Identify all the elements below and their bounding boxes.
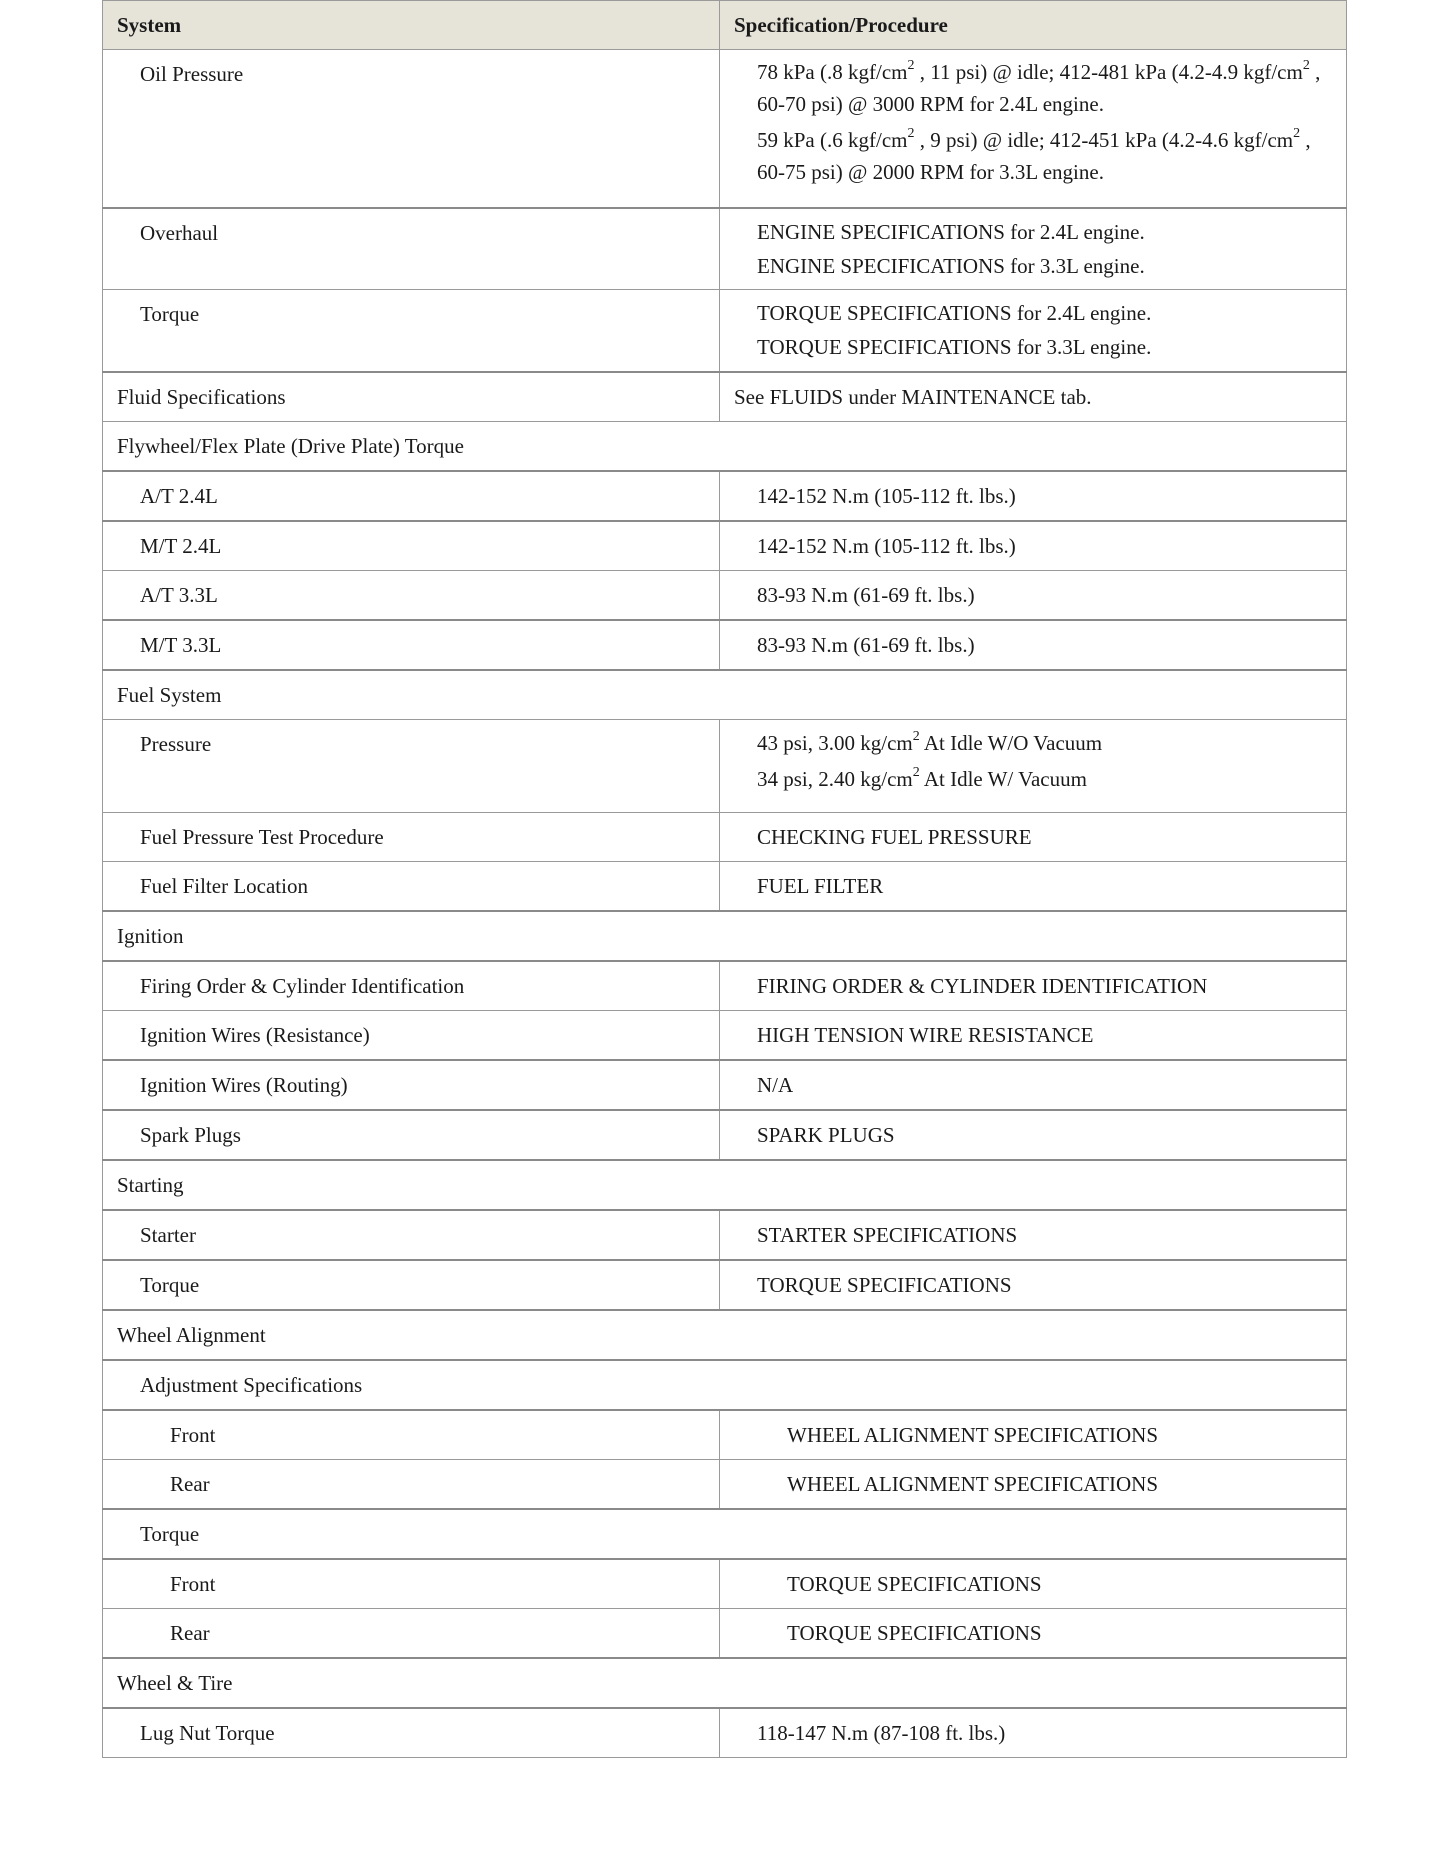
row-label: Torque	[103, 1260, 720, 1310]
value-line: 43 psi, 3.00 $kg/cm^2$ At Idle W/O Vacuum	[757, 728, 1103, 755]
row-value: 83-93 N.m (61-69 ft. lbs.)	[720, 620, 1347, 670]
row-value	[720, 290, 1347, 372]
column-header-specification: Specification/Procedure	[720, 1, 1347, 50]
value-line: ENGINE SPECIFICATIONS for 3.3L engine.	[757, 253, 1145, 278]
row-label: Starter	[103, 1210, 720, 1260]
row-value: FUEL FILTER	[720, 861, 1347, 911]
row-label: Pressure	[103, 719, 720, 812]
row-label: Spark Plugs	[103, 1110, 720, 1160]
row-value: TORQUE SPECIFICATIONS	[720, 1559, 1347, 1609]
row-label: M/T 2.4L	[103, 521, 720, 571]
row-label: Fluid Specifications	[103, 372, 720, 422]
section-label: Wheel & Tire	[103, 1658, 1347, 1708]
value-line: 59 kPa (.6 kgf/$cm^2$ , 9 psi) @ idle; 412-451 kPa (4.2-4.6 kgf/$cm^2$ , 60-75 psi) @ 2000 RPM for 3.3L engine.	[757, 126, 1311, 184]
row-value	[720, 50, 1347, 208]
row-value: TORQUE SPECIFICATIONS	[720, 1260, 1347, 1310]
table-row-starter-torque	[103, 1260, 1347, 1310]
table-row-adjustment-rear	[103, 1459, 1347, 1509]
table-section-ignition	[103, 911, 1347, 961]
row-value: 142-152 N.m (105-112 ft. lbs.)	[720, 521, 1347, 571]
table-row-spark-plugs	[103, 1110, 1347, 1160]
row-value: WHEEL ALIGNMENT SPECIFICATIONS	[720, 1459, 1347, 1509]
table-row-at-3-3l	[103, 570, 1347, 620]
table-header-row	[103, 1, 1347, 50]
table-row-mt-2-4l	[103, 521, 1347, 571]
table-row-mt-3-3l	[103, 620, 1347, 670]
row-value: CHECKING FUEL PRESSURE	[720, 812, 1347, 861]
table-row-starter	[103, 1210, 1347, 1260]
value-line: 78 kPa (.8 kgf/$cm^2$ , 11 psi) @ idle; 412-481 kPa (4.2-4.9 kgf/$cm^2$ , 60-70 psi) @ 3000 RPM for 2.4L engine.	[757, 58, 1321, 116]
row-label: Torque	[103, 290, 720, 372]
row-value: HIGH TENSION WIRE RESISTANCE	[720, 1010, 1347, 1060]
section-label: Fuel System	[103, 670, 1347, 720]
row-value: SPARK PLUGS	[720, 1110, 1347, 1160]
row-label: Ignition Wires (Routing)	[103, 1060, 720, 1110]
table-row-overhaul	[103, 208, 1347, 290]
table-row-at-2-4l	[103, 471, 1347, 521]
row-label: Ignition Wires (Resistance)	[103, 1010, 720, 1060]
table-row-torque-engine	[103, 290, 1347, 372]
section-label: Torque	[103, 1509, 1347, 1559]
row-value: 118-147 N.m (87-108 ft. lbs.)	[720, 1708, 1347, 1758]
row-value: WHEEL ALIGNMENT SPECIFICATIONS	[720, 1410, 1347, 1460]
table-row-ignition-wires-routing	[103, 1060, 1347, 1110]
table-row-fuel-pressure	[103, 719, 1347, 812]
row-label: Rear	[103, 1608, 720, 1658]
row-label: A/T 3.3L	[103, 570, 720, 620]
table-section-flywheel	[103, 421, 1347, 471]
row-value: STARTER SPECIFICATIONS	[720, 1210, 1347, 1260]
row-label: M/T 3.3L	[103, 620, 720, 670]
table-row-fuel-pressure-test	[103, 812, 1347, 861]
table-row-lug-nut-torque	[103, 1708, 1347, 1758]
table-section-adjustment-specifications	[103, 1360, 1347, 1410]
row-label: Rear	[103, 1459, 720, 1509]
table-row-oil-pressure	[103, 50, 1347, 208]
table-section-wheel-tire	[103, 1658, 1347, 1708]
table-row-firing-order	[103, 961, 1347, 1011]
row-value: N/A	[720, 1060, 1347, 1110]
row-value: See FLUIDS under MAINTENANCE tab.	[720, 372, 1347, 422]
row-value: TORQUE SPECIFICATIONS	[720, 1608, 1347, 1658]
table-section-fuel-system	[103, 670, 1347, 720]
value-line: TORQUE SPECIFICATIONS for 3.3L engine.	[757, 335, 1152, 359]
row-value: FIRING ORDER & CYLINDER IDENTIFICATION	[720, 961, 1347, 1011]
row-label: Lug Nut Torque	[103, 1708, 720, 1758]
table-row-adjustment-front	[103, 1410, 1347, 1460]
table-section-wheel-alignment	[103, 1310, 1347, 1360]
row-label: Front	[103, 1559, 720, 1609]
row-value: 83-93 N.m (61-69 ft. lbs.)	[720, 570, 1347, 620]
section-label: Ignition	[103, 911, 1347, 961]
row-label: Oil Pressure	[103, 50, 720, 208]
table-section-alignment-torque	[103, 1509, 1347, 1559]
row-label: A/T 2.4L	[103, 471, 720, 521]
row-value	[720, 208, 1347, 290]
table-row-fluid-specifications	[103, 372, 1347, 422]
row-label: Firing Order & Cylinder Identification	[103, 961, 720, 1011]
row-label: Overhaul	[103, 208, 720, 290]
value-line: ENGINE SPECIFICATIONS for 2.4L engine.	[757, 219, 1145, 244]
section-label: Adjustment Specifications	[103, 1360, 1347, 1410]
table-row-torque-rear	[103, 1608, 1347, 1658]
table-row-torque-front	[103, 1559, 1347, 1609]
section-label: Flywheel/Flex Plate (Drive Plate) Torque	[103, 421, 1347, 471]
value-line: TORQUE SPECIFICATIONS for 2.4L engine.	[757, 301, 1152, 325]
section-label: Wheel Alignment	[103, 1310, 1347, 1360]
table-row-fuel-filter-location	[103, 861, 1347, 911]
row-label: Front	[103, 1410, 720, 1460]
row-value: 142-152 N.m (105-112 ft. lbs.)	[720, 471, 1347, 521]
specifications-table	[102, 0, 1347, 1758]
row-label: Fuel Filter Location	[103, 861, 720, 911]
table-row-ignition-wires-resistance	[103, 1010, 1347, 1060]
section-label: Starting	[103, 1160, 1347, 1210]
column-header-system: System	[103, 1, 720, 50]
row-value	[720, 719, 1347, 812]
value-line: 34 psi, 2.40 $kg/cm^2$ At Idle W/ Vacuum	[757, 764, 1087, 791]
row-label: Fuel Pressure Test Procedure	[103, 812, 720, 861]
table-section-starting	[103, 1160, 1347, 1210]
